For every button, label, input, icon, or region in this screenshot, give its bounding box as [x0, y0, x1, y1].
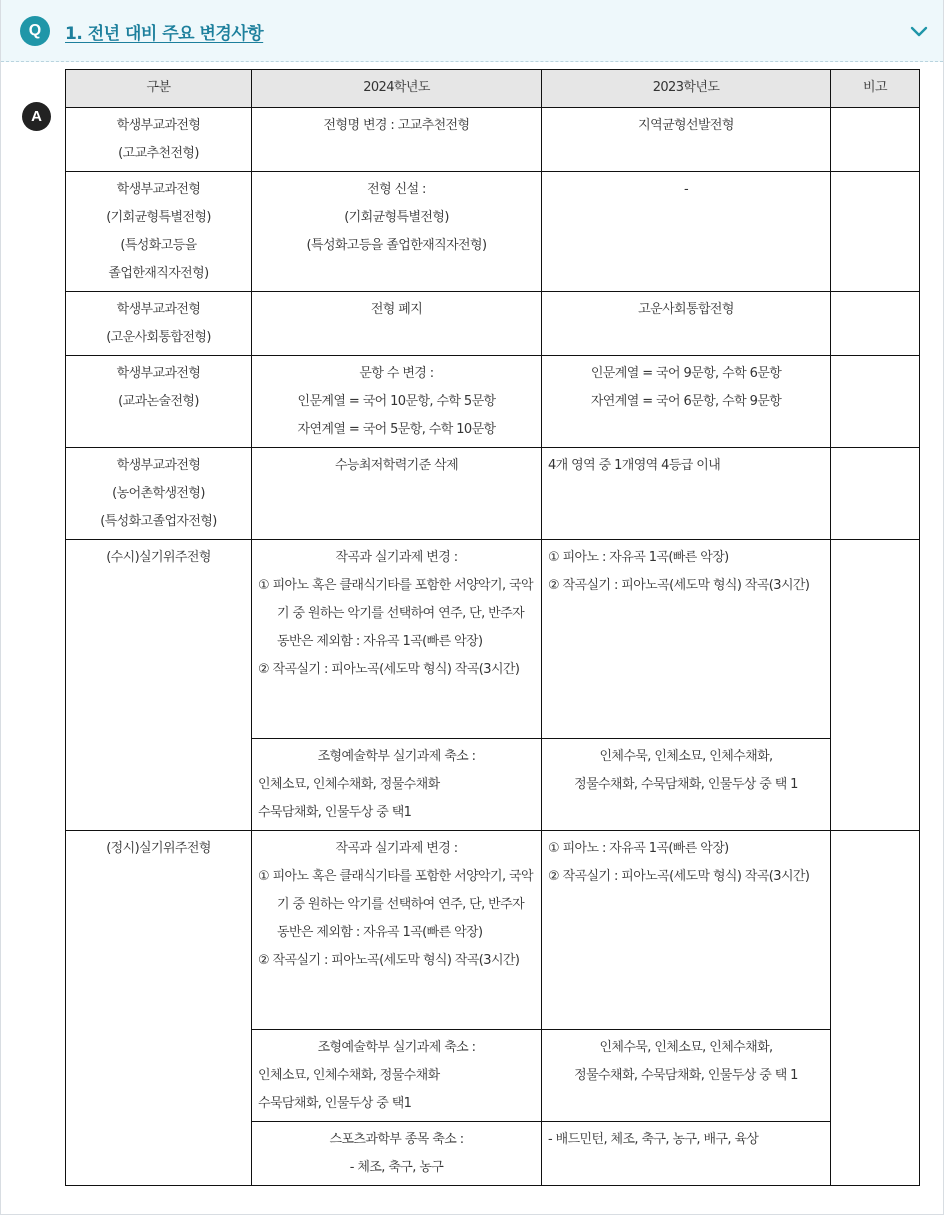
- y2023-cell: ① 피아노 : 자유곡 1곡(빠른 악장) ② 작곡실기 : 피아노곡(세도막 형식) 작곡(3시간): [542, 831, 831, 1030]
- y2023-cell: 고운사회통합전형: [542, 292, 831, 356]
- table-row: [66, 172, 920, 292]
- table-row: [66, 831, 920, 1030]
- note-cell: [831, 172, 920, 292]
- header-category: 구분: [66, 70, 252, 108]
- header-2023: 2023학년도: [542, 70, 831, 108]
- category-cell: 학생부교과전형 (기회균형특별전형) (특성화고등을 졸업한재직자전형): [66, 172, 252, 292]
- note-cell: [831, 831, 920, 1186]
- y2024-cell: 전형 폐지: [252, 292, 542, 356]
- question-header[interactable]: [1, 0, 943, 62]
- y2023-cell: 인체수묵, 인체소묘, 인체수채화, 정물수채화, 수묵담채화, 인물두상 중 택 1: [542, 1030, 831, 1122]
- table-row: [66, 292, 920, 356]
- y2024-cell: 전형 신설 : (기회균형특별전형) (특성화고등을 졸업한재직자전형): [252, 172, 542, 292]
- y2024-cell: 수능최저학력기준 삭제: [252, 448, 542, 540]
- category-cell: 학생부교과전형 (고교추천전형): [66, 108, 252, 172]
- question-title[interactable]: 1. 전년 대비 주요 변경사항: [65, 24, 264, 44]
- category-cell: 학생부교과전형 (고운사회통합전형): [66, 292, 252, 356]
- y2023-cell: 지역균형선발전형: [542, 108, 831, 172]
- answer-badge: A: [22, 102, 51, 131]
- note-cell: [831, 356, 920, 448]
- y2023-cell: ① 피아노 : 자유곡 1곡(빠른 악장) ② 작곡실기 : 피아노곡(세도막 형식) 작곡(3시간): [542, 540, 831, 739]
- question-badge: Q: [20, 16, 50, 46]
- table-row: [66, 540, 920, 739]
- y2024-cell: 스포츠과학부 종목 축소 : - 체조, 축구, 농구: [252, 1122, 542, 1186]
- y2023-cell: - 배드민턴, 체조, 축구, 농구, 배구, 육상: [542, 1122, 831, 1186]
- header-note: 비고: [831, 70, 920, 108]
- category-cell: (수시)실기위주전형: [66, 540, 252, 831]
- category-cell: 학생부교과전형 (교과논술전형): [66, 356, 252, 448]
- y2024-cell: 조형예술학부 실기과제 축소 : 인체소묘, 인체수채화, 정물수채화 수묵담채화, 인물두상 중 택1: [252, 1030, 542, 1122]
- table-row: [66, 356, 920, 448]
- table-header-row: [66, 70, 920, 108]
- y2024-cell: 조형예술학부 실기과제 축소 : 인체소묘, 인체수채화, 정물수채화 수묵담채화, 인물두상 중 택1: [252, 739, 542, 831]
- y2024-cell: 전형명 변경 : 고교추천전형: [252, 108, 542, 172]
- chevron-down-icon[interactable]: [909, 22, 929, 40]
- y2023-cell: 4개 영역 중 1개영역 4등급 이내: [542, 448, 831, 540]
- note-cell: [831, 108, 920, 172]
- y2023-cell: 인문계열 = 국어 9문항, 수학 6문항 자연계열 = 국어 6문항, 수학 9문항: [542, 356, 831, 448]
- y2024-cell: 작곡과 실기과제 변경 : ① 피아노 혹은 클래식기타를 포함한 서양악기, 국악기 중 원하는 악기를 선택하여 연주, 단, 반주자 동반은 제외함 : 자유곡 1곡(빠른 악장) ② 작곡실기 : 피아노곡(세도막 형식) 작곡(3시간): [252, 540, 542, 739]
- comparison-table: [65, 69, 920, 1186]
- y2023-cell: 인체수묵, 인체소묘, 인체수채화, 정물수채화, 수묵담채화, 인물두상 중 택 1: [542, 739, 831, 831]
- table-row: [66, 448, 920, 540]
- category-cell: 학생부교과전형 (농어촌학생전형) (특성화고졸업자전형): [66, 448, 252, 540]
- table-row: [66, 108, 920, 172]
- header-2024: 2024학년도: [252, 70, 542, 108]
- note-cell: [831, 448, 920, 540]
- note-cell: [831, 540, 920, 831]
- y2024-cell: 작곡과 실기과제 변경 : ① 피아노 혹은 클래식기타를 포함한 서양악기, 국악기 중 원하는 악기를 선택하여 연주, 단, 반주자 동반은 제외함 : 자유곡 1곡(빠른 악장) ② 작곡실기 : 피아노곡(세도막 형식) 작곡(3시간): [252, 831, 542, 1030]
- category-cell: (정시)실기위주전형: [66, 831, 252, 1186]
- y2024-cell: 문항 수 변경 : 인문계열 = 국어 10문항, 수학 5문항 자연계열 = 국어 5문항, 수학 10문항: [252, 356, 542, 448]
- note-cell: [831, 292, 920, 356]
- y2023-cell: -: [542, 172, 831, 292]
